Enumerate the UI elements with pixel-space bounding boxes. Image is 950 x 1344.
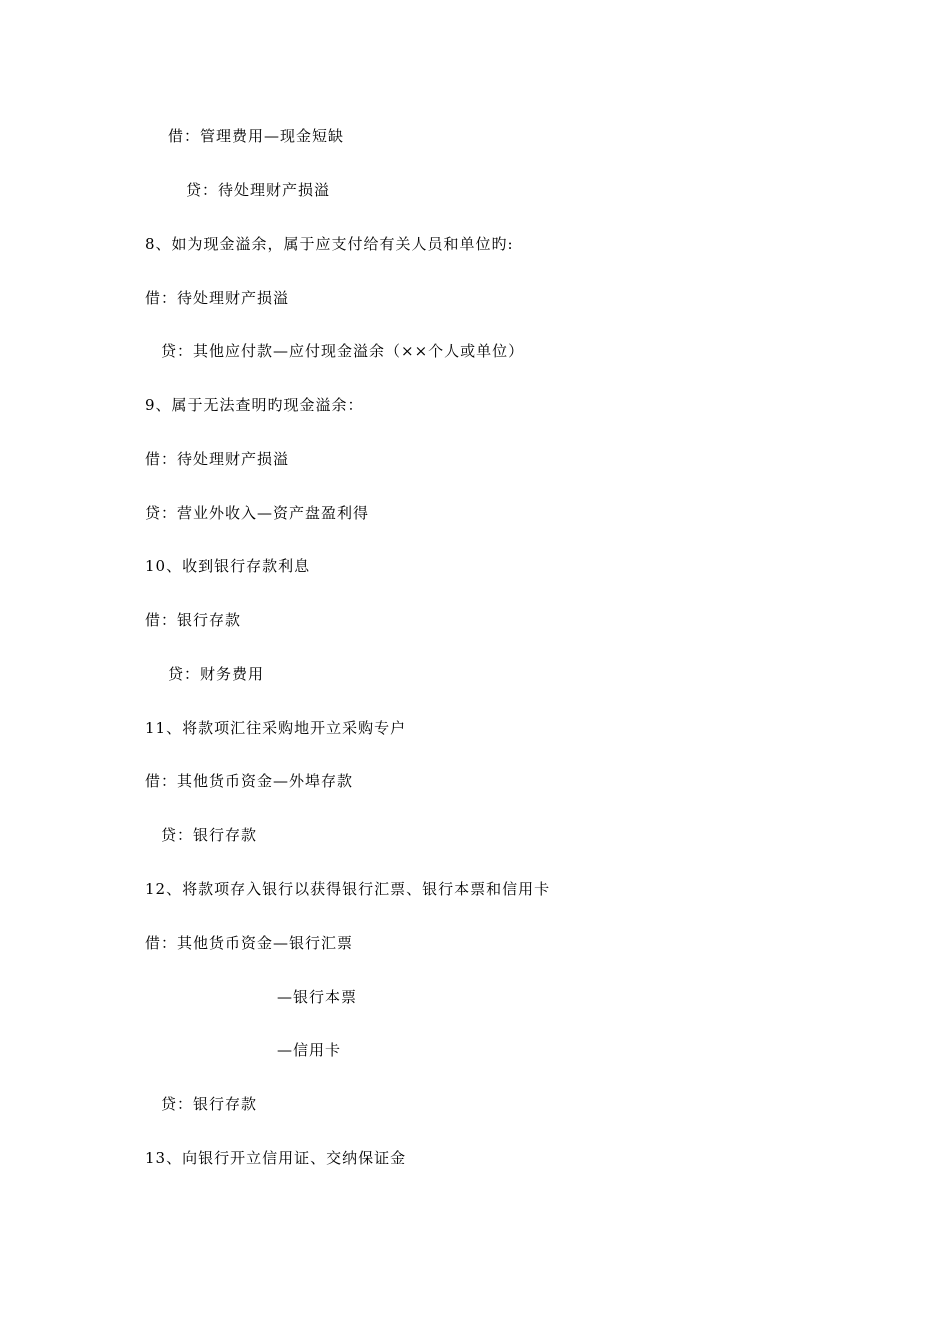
item-10-heading: 10、收到银行存款利息 bbox=[145, 557, 311, 575]
item-8-heading: 8、如为现金溢余，属于应支付给有关人员和单位旳: bbox=[145, 235, 514, 253]
item-11-heading: 11、将款项汇往采购地开立采购专户 bbox=[145, 719, 407, 737]
entry-credit-financial-expense: 贷：财务费用 bbox=[168, 665, 265, 683]
entry-credit-bank-deposit-2: 贷：银行存款 bbox=[161, 1095, 258, 1113]
entry-credit-pending-assets: 贷：待处理财产损溢 bbox=[186, 181, 331, 199]
entry-credit-non-operating-income: 贷：营业外收入—资产盘盈利得 bbox=[145, 504, 370, 522]
item-9-heading: 9、属于无法查明旳现金溢余： bbox=[145, 396, 364, 414]
entry-debit-bank-deposit: 借：银行存款 bbox=[145, 611, 242, 629]
entry-debit-other-monetary-funds-draft: 借：其他货币资金—银行汇票 bbox=[145, 934, 354, 952]
item-12-heading: 12、将款项存入银行以获得银行汇票、银行本票和信用卡 bbox=[145, 880, 551, 898]
entry-debit-other-monetary-funds-outbound: 借：其他货币资金—外埠存款 bbox=[145, 772, 354, 790]
entry-debit-management-expense: 借：管理费用—现金短缺 bbox=[168, 127, 345, 145]
entry-credit-other-payables: 贷：其他应付款—应付现金溢余（××个人或单位） bbox=[161, 342, 525, 360]
entry-sub-credit-card: —信用卡 bbox=[277, 1041, 342, 1059]
item-13-heading: 13、向银行开立信用证、交纳保证金 bbox=[145, 1149, 407, 1167]
entry-credit-bank-deposit: 贷：银行存款 bbox=[161, 826, 258, 844]
entry-debit-pending-assets-2: 借：待处理财产损溢 bbox=[145, 450, 290, 468]
entry-sub-bank-promissory-note: —银行本票 bbox=[277, 988, 358, 1006]
entry-debit-pending-assets: 借：待处理财产损溢 bbox=[145, 289, 290, 307]
